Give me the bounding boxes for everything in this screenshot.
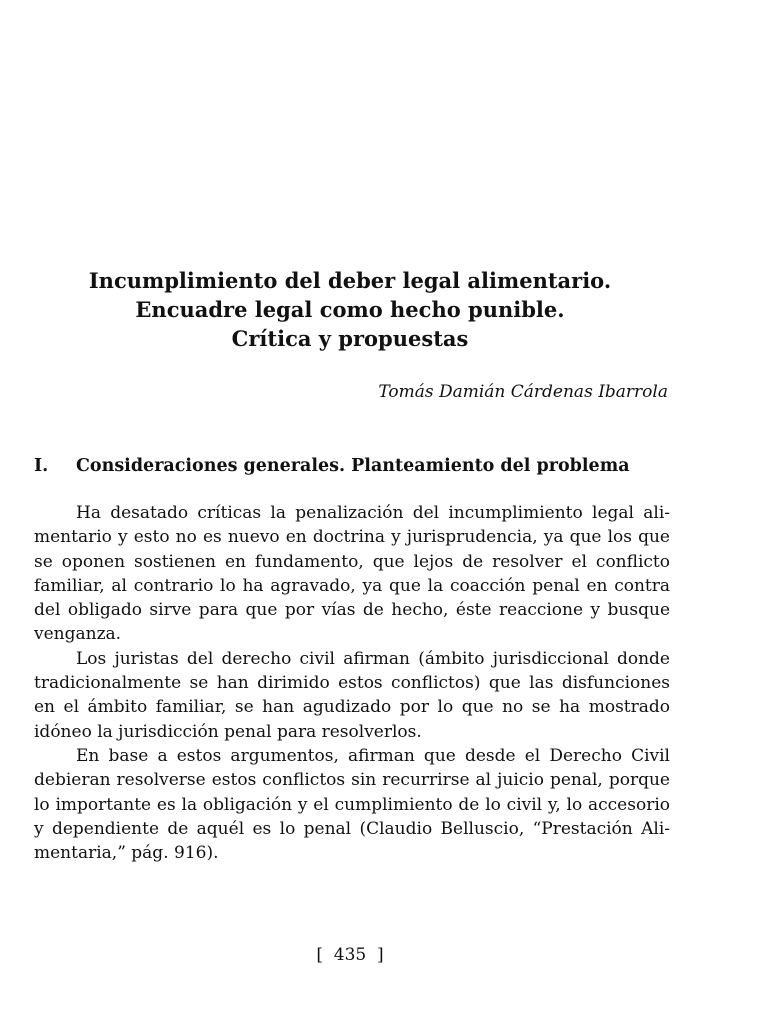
author-name: Tomás Damián Cárdenas Ibarrola	[378, 382, 668, 402]
text-line: en el ámbito familiar, se han agudizado por lo que no se ha mostrado	[34, 697, 670, 718]
title-line-2: Encuadre legal como hecho punible.	[135, 297, 565, 322]
paragraph-3	[34, 744, 670, 865]
section-title: Consideraciones generales. Planteamiento del problema	[76, 456, 630, 476]
text-line: y dependiente de aquél es lo penal (Claudio Belluscio, “Prestación Ali-	[34, 818, 670, 839]
title-line-3: Crítica y propuestas	[231, 326, 469, 351]
text-line: debieran resolverse estos conflictos sin recurrirse al juicio penal, porque	[34, 770, 670, 791]
text-line: mentaria,” pág. 916).	[34, 843, 219, 864]
text-line: del obligado sirve para que por vías de hecho, éste reaccione y busque	[34, 600, 670, 621]
text-line: Los juristas del derecho civil afirman (ámbito jurisdiccional donde	[76, 648, 670, 669]
text-line: lo importante es la obligación y el cumplimiento de lo civil y, lo accesorio	[34, 794, 670, 815]
section-number: I.	[34, 456, 49, 476]
text-line: En base a estos argumentos, afirman que desde el Derecho Civil	[76, 745, 670, 766]
text-line: mentario y esto no es nuevo en doctrina y jurisprudencia, ya que los que	[34, 527, 670, 548]
text-line: familiar, al contrario lo ha agravado, ya que la coacción penal en contra	[34, 575, 670, 596]
text-line: idóneo la jurisdicción penal para resolverlos.	[34, 721, 422, 742]
text-line: se oponen sostienen en fundamento, que lejos de resolver el conflicto	[34, 551, 670, 572]
text-line: venganza.	[34, 624, 122, 645]
body-text	[34, 501, 670, 865]
page-number: [ 435 ]	[316, 945, 384, 965]
text-line: tradicionalmente se han dirimido estos conflictos) que las disfunciones	[34, 673, 670, 694]
section-heading	[34, 454, 674, 478]
article-title	[0, 266, 700, 353]
paragraph-1	[34, 501, 670, 647]
title-line-1: Incumplimiento del deber legal alimentario.	[88, 268, 612, 293]
text-line: Ha desatado críticas la penalización del incumplimiento legal ali-	[76, 503, 670, 523]
paragraph-2	[34, 647, 670, 744]
